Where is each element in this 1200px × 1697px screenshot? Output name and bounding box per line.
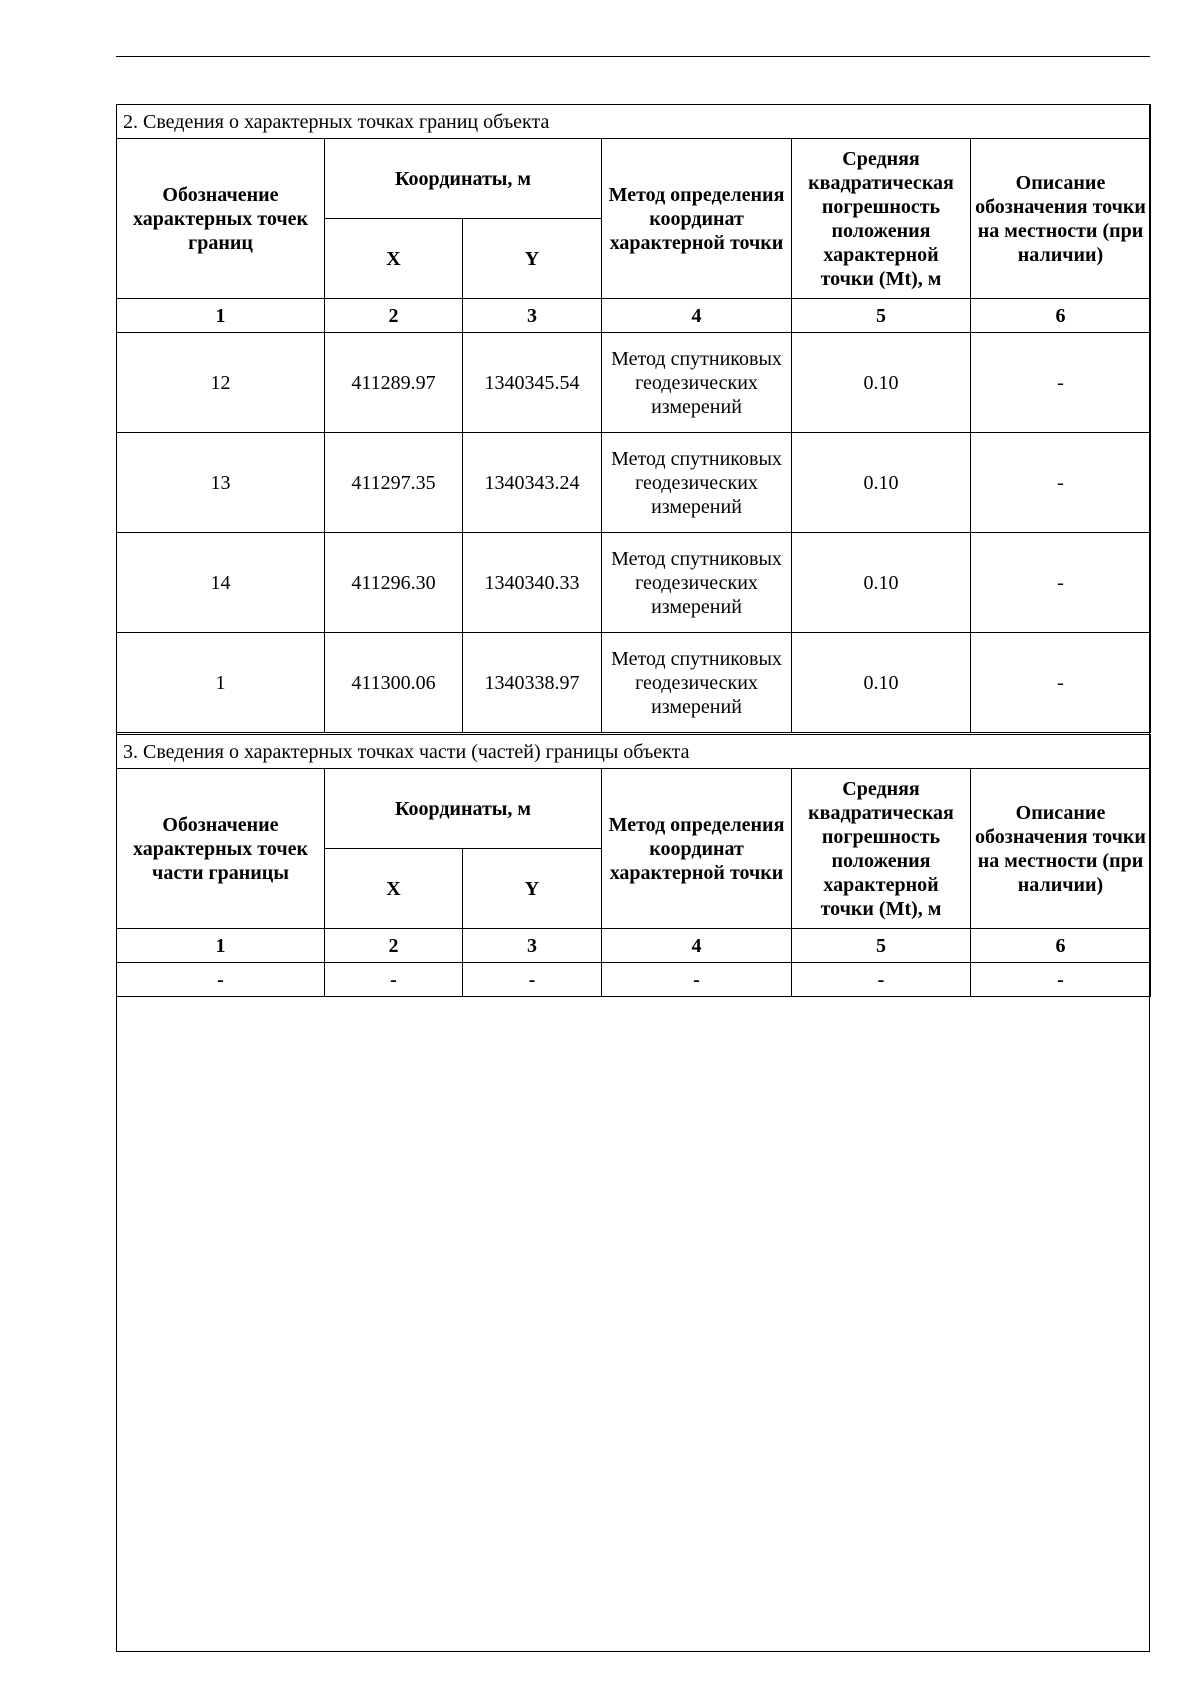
table-row [117,633,1151,733]
description: - [971,333,1151,433]
coord-x: 411297.35 [325,433,463,533]
header-method: Метод определения координат характерной точки [602,769,792,929]
column-number: 3 [463,299,602,333]
header-y: Y [463,219,602,299]
column-number: 3 [463,929,602,963]
point-id: 13 [117,433,325,533]
mean-error: 0.10 [792,433,971,533]
table-row [117,333,1151,433]
description: - [971,963,1151,997]
method: Метод спутниковых геодезических измерений [602,533,792,633]
coord-y: 1340345.54 [463,333,602,433]
mean-error: 0.10 [792,333,971,433]
column-number: 4 [602,929,792,963]
method: Метод спутниковых геодезических измерений [602,433,792,533]
column-number: 4 [602,299,792,333]
header-x: X [325,219,463,299]
header-point-designation: Обозначение характерных точек границ [117,139,325,299]
description: - [971,633,1151,733]
coord-x: 411300.06 [325,633,463,733]
coord-y: 1340338.97 [463,633,602,733]
header-rule [116,56,1150,57]
coord-y: 1340343.24 [463,433,602,533]
description: - [971,533,1151,633]
method: Метод спутниковых геодезических измерений [602,633,792,733]
section-2-title: 2. Сведения о характерных точках границ объекта [117,105,1151,139]
point-id: 1 [117,633,325,733]
table-row [117,433,1151,533]
boundary-points-table [116,104,1151,733]
column-number: 2 [325,929,463,963]
header-coordinates: Координаты, м [325,139,602,219]
mean-error: 0.10 [792,633,971,733]
header-y: Y [463,849,602,929]
header-description: Описание обозначения точки на местности (при наличии) [971,769,1151,929]
mean-error: 0.10 [792,533,971,633]
header-point-designation: Обозначение характерных точек части границы [117,769,325,929]
point-id: 12 [117,333,325,433]
coord-y: - [463,963,602,997]
coord-x: - [325,963,463,997]
column-number: 1 [117,929,325,963]
point-id: 14 [117,533,325,633]
header-mean-error: Средняя квадратическая погрешность положения характерной точки (Mt), м [792,139,971,299]
header-coordinates: Координаты, м [325,769,602,849]
column-number: 6 [971,929,1151,963]
column-number: 5 [792,299,971,333]
header-description: Описание обозначения точки на местности (при наличии) [971,139,1151,299]
column-number: 2 [325,299,463,333]
header-mean-error: Средняя квадратическая погрешность положения характерной точки (Mt), м [792,769,971,929]
section-3-title: 3. Сведения о характерных точках части (частей) границы объекта [117,735,1151,769]
table-row [117,963,1151,997]
column-number-row [117,929,1151,963]
column-number-row [117,299,1151,333]
header-x: X [325,849,463,929]
point-id: - [117,963,325,997]
column-number: 5 [792,929,971,963]
boundary-part-points-table [116,734,1151,997]
column-number: 6 [971,299,1151,333]
description: - [971,433,1151,533]
coord-x: 411289.97 [325,333,463,433]
table-row [117,533,1151,633]
column-number: 1 [117,299,325,333]
mean-error: - [792,963,971,997]
method: - [602,963,792,997]
coord-x: 411296.30 [325,533,463,633]
header-method: Метод определения координат характерной точки [602,139,792,299]
coord-y: 1340340.33 [463,533,602,633]
method: Метод спутниковых геодезических измерений [602,333,792,433]
